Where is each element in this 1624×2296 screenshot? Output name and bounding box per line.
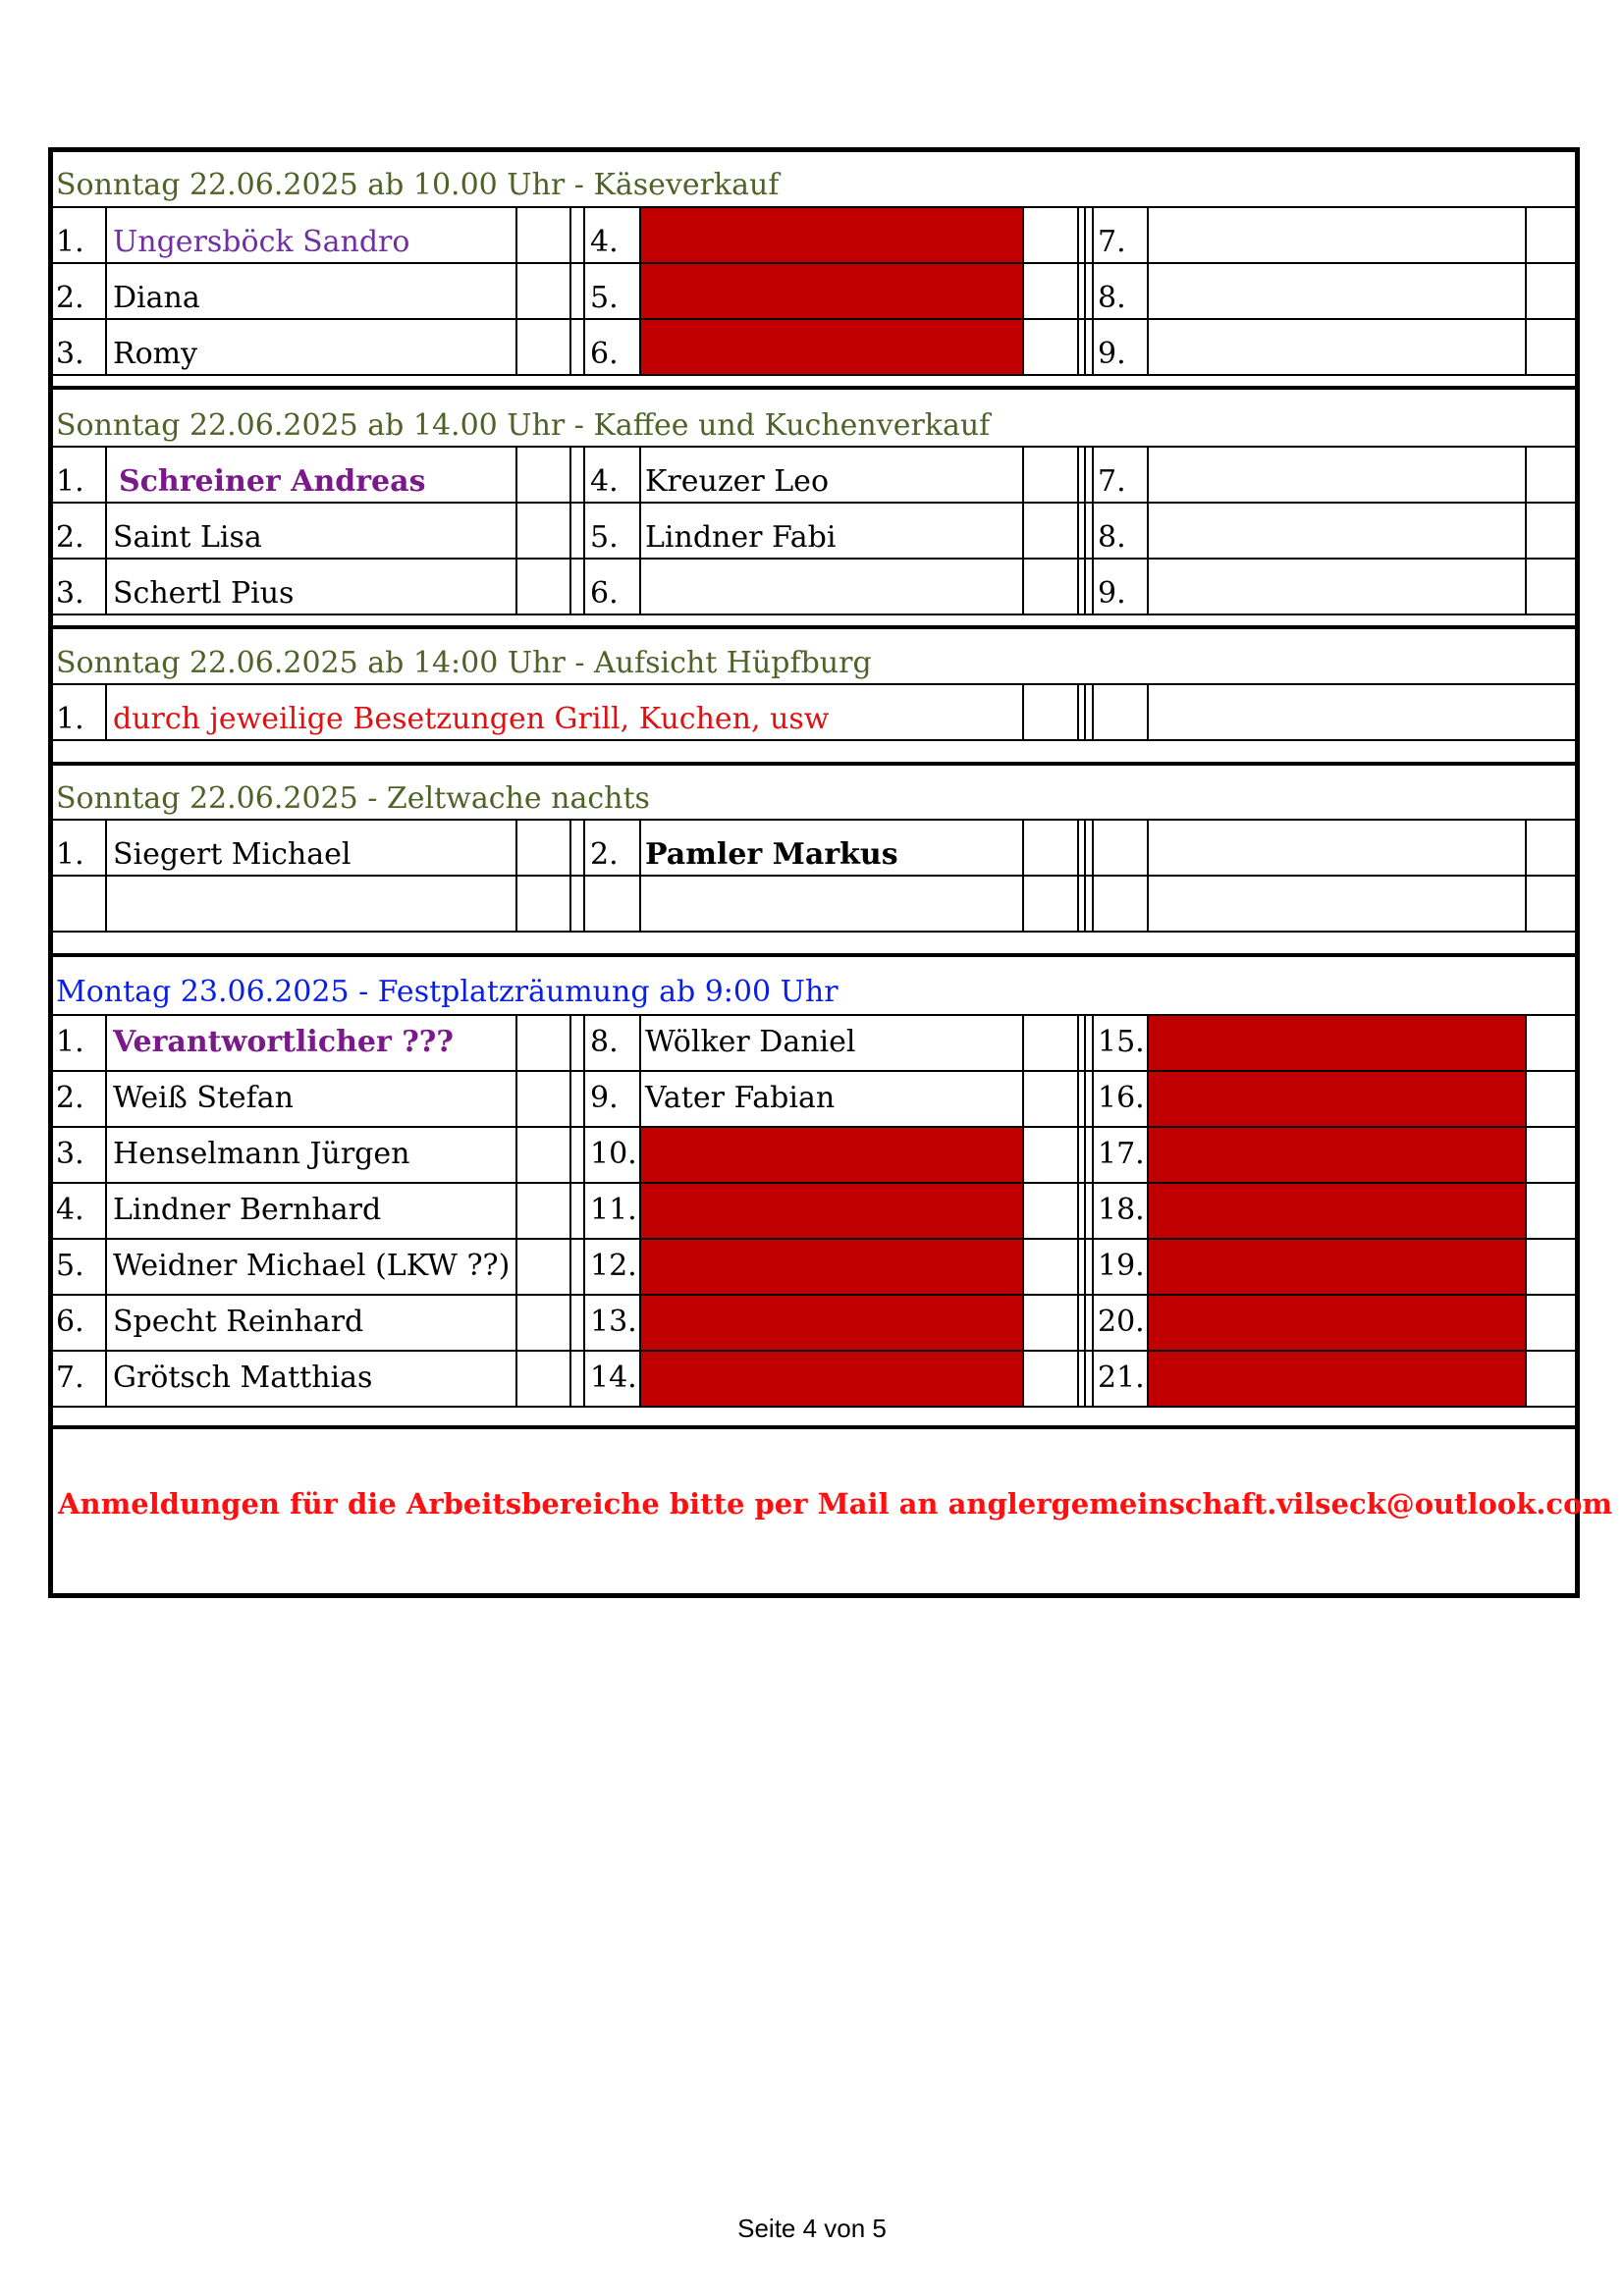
- table-rule: [51, 953, 1577, 957]
- table-rule: [51, 625, 1577, 629]
- slot-number: 6.: [590, 576, 619, 611]
- slot-number: 9.: [590, 1081, 619, 1115]
- slot-number: 6.: [590, 337, 619, 371]
- table-rule: [51, 1238, 1577, 1240]
- section-heading: Sonntag 22.06.2025 ab 14.00 Uhr - Kaffee und Kuchenverkauf: [56, 408, 991, 443]
- table-rule: [51, 1294, 1577, 1296]
- slot-number: 2.: [56, 1081, 84, 1115]
- slot-number: 17.: [1098, 1137, 1145, 1171]
- slot-number: 5.: [56, 1249, 84, 1283]
- table-rule: [51, 819, 1577, 821]
- slot-number: 15.: [1098, 1025, 1145, 1059]
- table-rule: [51, 739, 1577, 741]
- table-rule: [639, 1014, 641, 1406]
- table-rule: [515, 819, 517, 931]
- slot-number: 1.: [56, 1025, 84, 1059]
- slot-number: 14.: [590, 1361, 637, 1395]
- slot-number: 9.: [1098, 576, 1126, 611]
- slot-number: 9.: [1098, 337, 1126, 371]
- slot-number: 7.: [1098, 225, 1126, 259]
- slot-name: Schertl Pius: [113, 576, 295, 611]
- table-rule: [1092, 819, 1094, 931]
- table-rule: [1147, 819, 1149, 931]
- slot-name: Siegert Michael: [113, 837, 352, 872]
- table-rule: [105, 206, 107, 374]
- slot-name: Vater Fabian: [645, 1081, 836, 1115]
- table-rule: [1147, 683, 1149, 739]
- slot-number: 11.: [590, 1193, 637, 1227]
- table-rule: [105, 819, 107, 931]
- unassigned-slot: [639, 207, 1022, 374]
- slot-number: 3.: [56, 337, 84, 371]
- table-rule: [51, 1425, 1577, 1429]
- slot-number: 7.: [56, 1361, 84, 1395]
- table-rule: [1147, 446, 1149, 614]
- table-rule: [1525, 1014, 1527, 1406]
- table-rule: [515, 1014, 517, 1406]
- table-rule: [51, 1126, 1577, 1128]
- slot-number: 8.: [1098, 520, 1126, 555]
- slot-number: 19.: [1098, 1249, 1145, 1283]
- slot-number: 18.: [1098, 1193, 1145, 1227]
- table-rule: [1077, 446, 1079, 614]
- table-rule: [1022, 446, 1024, 614]
- table-rule: [569, 446, 571, 614]
- slot-number: 6.: [56, 1305, 84, 1339]
- slot-name: Diana: [113, 281, 200, 315]
- slot-number: 20.: [1098, 1305, 1145, 1339]
- table-rule: [1525, 206, 1527, 374]
- table-rule: [583, 1014, 585, 1406]
- slot-name: Grötsch Matthias: [113, 1361, 373, 1395]
- section-heading: Sonntag 22.06.2025 ab 14:00 Uhr - Aufsicht Hüpfburg: [56, 646, 872, 680]
- table-rule: [51, 1070, 1577, 1072]
- slot-number: 16.: [1098, 1081, 1145, 1115]
- slot-number: 3.: [56, 576, 84, 611]
- table-rule: [51, 374, 1577, 376]
- table-rule: [51, 1406, 1577, 1408]
- table-rule: [569, 206, 571, 374]
- table-rule: [51, 386, 1577, 390]
- table-rule: [1084, 819, 1086, 931]
- slot-number: 2.: [56, 520, 84, 555]
- table-rule: [1077, 819, 1079, 931]
- table-rule: [105, 446, 107, 614]
- table-rule: [51, 502, 1577, 504]
- section-heading: Sonntag 22.06.2025 ab 10.00 Uhr - Käseverkauf: [56, 168, 780, 202]
- table-rule: [1022, 1014, 1024, 1406]
- table-rule: [51, 762, 1577, 766]
- registration-notice: Anmeldungen für die Arbeitsbereiche bitte per Mail an anglergemeinschaft.vilseck@outlook.com: [58, 1487, 1613, 1521]
- slot-name: Specht Reinhard: [113, 1305, 364, 1339]
- table-rule: [639, 206, 641, 374]
- slot-name: Weiß Stefan: [113, 1081, 294, 1115]
- slot-number: 1.: [56, 702, 84, 736]
- slot-name: Romy: [113, 337, 198, 371]
- table-rule: [569, 1014, 571, 1406]
- slot-number: 4.: [56, 1193, 84, 1227]
- table-rule: [1077, 683, 1079, 739]
- page-number: Seite 4 von 5: [737, 2214, 887, 2243]
- table-rule: [639, 446, 641, 614]
- slot-name: Pamler Markus: [645, 837, 898, 872]
- table-rule: [1084, 446, 1086, 614]
- table-rule: [1077, 1014, 1079, 1406]
- slot-number: 13.: [590, 1305, 637, 1339]
- slot-number: 7.: [1098, 464, 1126, 499]
- table-rule: [51, 683, 1577, 685]
- table-rule: [1525, 446, 1527, 614]
- table-rule: [1084, 683, 1086, 739]
- slot-number: 1.: [56, 837, 84, 872]
- slot-number: 10.: [590, 1137, 637, 1171]
- slot-number: 21.: [1098, 1361, 1145, 1395]
- table-rule: [51, 446, 1577, 448]
- table-rule: [105, 1014, 107, 1406]
- table-rule: [51, 875, 1577, 877]
- unassigned-slot: [1147, 1015, 1525, 1408]
- slot-number: 5.: [590, 520, 619, 555]
- slot-number: 3.: [56, 1137, 84, 1171]
- table-rule: [1147, 206, 1149, 374]
- table-rule: [51, 614, 1577, 615]
- slot-number: 4.: [590, 225, 619, 259]
- slot-number: 12.: [590, 1249, 637, 1283]
- table-rule: [51, 318, 1577, 320]
- slot-name: Saint Lisa: [113, 520, 262, 555]
- table-rule: [51, 262, 1577, 264]
- slot-name: Lindner Fabi: [645, 520, 837, 555]
- unassigned-slot: [639, 1127, 1022, 1408]
- table-rule: [1077, 206, 1079, 374]
- table-rule: [569, 819, 571, 931]
- table-rule: [51, 1182, 1577, 1184]
- table-rule: [51, 931, 1577, 933]
- slot-number: 8.: [590, 1025, 619, 1059]
- table-rule: [1084, 1014, 1086, 1406]
- table-rule: [105, 683, 107, 739]
- slot-name: Wölker Daniel: [645, 1025, 856, 1059]
- table-rule: [1092, 683, 1094, 739]
- table-rule: [1092, 1014, 1094, 1406]
- table-rule: [515, 206, 517, 374]
- table-rule: [515, 446, 517, 614]
- table-rule: [1022, 683, 1024, 739]
- slot-name: Schreiner Andreas: [119, 464, 426, 499]
- slot-number: 5.: [590, 281, 619, 315]
- table-rule: [639, 819, 641, 931]
- table-rule: [1022, 819, 1024, 931]
- slot-name: durch jeweilige Besetzungen Grill, Kuchen, usw: [113, 702, 830, 736]
- slot-number: 1.: [56, 225, 84, 259]
- slot-number: 2.: [590, 837, 619, 872]
- slot-name: Weidner Michael (LKW ??): [113, 1249, 511, 1283]
- table-rule: [583, 446, 585, 614]
- section-heading: Sonntag 22.06.2025 - Zeltwache nachts: [56, 781, 650, 816]
- section-heading: Montag 23.06.2025 - Festplatzräumung ab 9:00 Uhr: [56, 975, 839, 1009]
- slot-name: Ungersböck Sandro: [113, 225, 410, 259]
- table-rule: [51, 206, 1577, 208]
- table-rule: [1092, 206, 1094, 374]
- table-rule: [51, 558, 1577, 560]
- table-rule: [1525, 819, 1527, 931]
- slot-name: Lindner Bernhard: [113, 1193, 382, 1227]
- table-rule: [1092, 446, 1094, 614]
- slot-name: Kreuzer Leo: [645, 464, 830, 499]
- slot-number: 2.: [56, 281, 84, 315]
- table-rule: [583, 819, 585, 931]
- table-rule: [1147, 1014, 1149, 1406]
- slot-name: Verantwortlicher ???: [113, 1025, 454, 1059]
- slot-number: 4.: [590, 464, 619, 499]
- slot-number: 8.: [1098, 281, 1126, 315]
- table-rule: [51, 1350, 1577, 1352]
- table-rule: [583, 206, 585, 374]
- table-rule: [1022, 206, 1024, 374]
- table-rule: [1084, 206, 1086, 374]
- slot-number: 1.: [56, 464, 84, 499]
- slot-name: Henselmann Jürgen: [113, 1137, 410, 1171]
- table-rule: [51, 1014, 1577, 1016]
